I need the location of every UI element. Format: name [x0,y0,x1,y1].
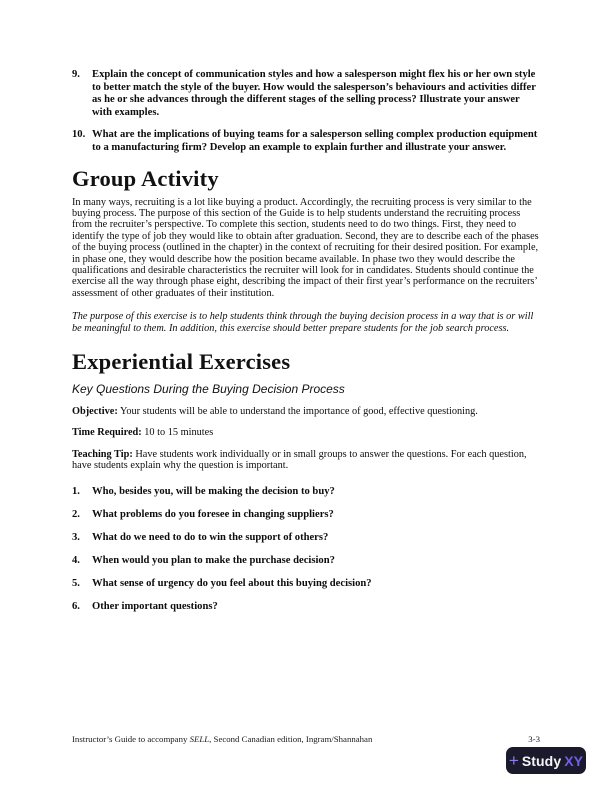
question-number: 3. [72,531,80,543]
page-footer [72,734,540,744]
group-activity-note: The purpose of this exercise is to help students think through the buying decision process in a way that is or will be meaningful to them. In addition, this exercise should better prepare students for the job search process. [72,311,534,334]
exercise-question-3 [72,532,541,545]
teaching-tip-line [72,449,541,472]
question-text: What sense of urgency do you feel about this buying decision? [92,578,372,590]
footer-citation-suffix: , Second Canadian edition, Ingram/Shannahan [209,734,373,744]
chapter-question-9 [72,69,541,119]
studyxy-brand-badge[interactable] [506,747,586,774]
question-number: 5. [72,578,80,590]
footer-citation-prefix: Instructor’s Guide to accompany [72,734,190,744]
experiential-exercises-heading: Experiential Exercises [72,349,291,375]
question-text: What are the implications of buying teams for a salesperson selling complex production equipment to a manufacturing firm? Develop an example to explain further and illustrate your answer. [92,129,538,153]
question-text: What problems do you foresee in changing suppliers? [92,508,334,520]
question-number: 2. [72,508,80,520]
plus-icon: + [508,750,519,770]
question-number: 1. [72,485,80,497]
objective-label: Objective: [72,406,118,418]
question-number: 4. [72,554,80,566]
objective-line [72,406,541,417]
question-number: 6. [72,601,80,613]
teaching-tip-label: Teaching Tip: [72,448,133,460]
question-text: Explain the concept of communication styles and how a salesperson might flex his or her own style to better match the style of the buyer. How would the salesperson’s behaviours and activities differ as he or she advances through the different stages of the selling process? Illustrate your answer with examples. [92,69,536,118]
brand-name-study: Study [521,752,562,769]
page-number: 3-3 [528,734,540,744]
question-number: 10. [72,129,86,141]
footer-book-title: SELL [189,734,210,744]
question-text: When would you plan to make the purchase decision? [92,554,335,566]
objective-text: Your students will be able to understand the importance of good, effective questioning. [117,406,478,418]
chapter-question-10 [72,129,541,154]
exercise-subheading: Key Questions During the Buying Decision Process [72,382,345,397]
exercise-question-5 [72,578,541,591]
question-text: Who, besides you, will be making the decision to buy? [92,485,335,497]
brand-name-xy: XY [564,752,584,769]
group-activity-heading: Group Activity [72,165,219,191]
exercise-question-2 [72,509,541,522]
footer-citation [72,734,372,744]
question-text: Other important questions? [92,601,218,613]
exercise-question-6 [72,601,541,614]
group-activity-paragraph: In many ways, recruiting is a lot like buying a product. Accordingly, the recruiting process is very similar to the buying process. The purpose of this section of the Guide is to help students understand the recruiting process from the recruiter’s perspective. To complete this section, students need to do two things. First, they need to identify the type of job they would like to obtain after graduation. Second, they are to describe each of the phases of the buying process (outlined in the chapter) in the context of recruiting for their desired position. For example, in phase one, they would describe how the position became available. In phase two they would describe the qualifications and desirable characteristics the recruiter will look for in candidates. Students should continue the exercise all the way through phase eight, describing the impact of their first year’s performance on the recruiters’ assessment of other graduates of their institution. [72,196,539,299]
question-text: What do we need to do to win the support of others? [92,531,329,543]
time-required-label: Time Required: [72,427,142,439]
time-required-text: 10 to 15 minutes [141,427,214,439]
exercise-question-1 [72,486,541,499]
page-content [72,69,541,614]
time-required-line [72,427,541,438]
exercise-question-4 [72,555,541,568]
teaching-tip-text: Have students work individually or in small groups to answer the questions. For each question, have students explain why the question is important. [72,448,527,472]
question-number: 9. [72,69,80,80]
